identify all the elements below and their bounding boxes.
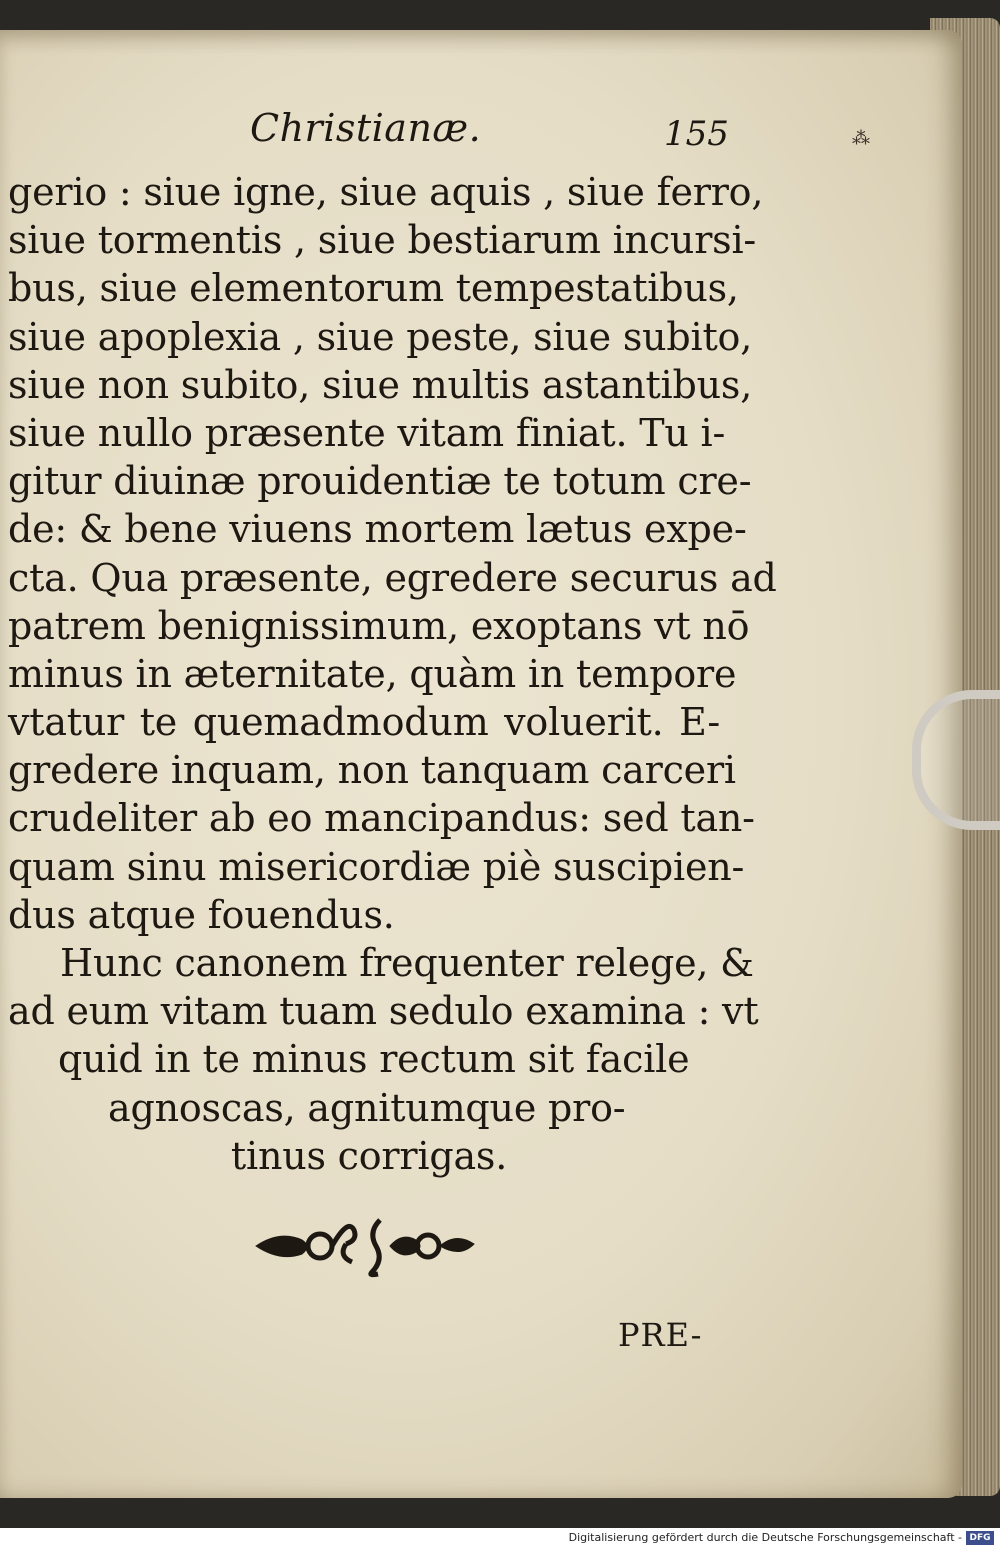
footer-bar <box>0 1528 1000 1549</box>
page-number: 155 <box>664 114 729 154</box>
text-line: ad eum vitam tuam sedulo examina : vt <box>8 989 759 1034</box>
text-line: dus atque fouendus. <box>8 892 395 937</box>
book-page <box>0 30 962 1498</box>
running-title: Christianæ. <box>250 106 482 150</box>
text-line: siue apoplexia , siue peste, siue subito, <box>8 314 753 359</box>
text-line: quid in te minus rectum sit facile <box>58 1037 690 1082</box>
ink-speck: ⁂ <box>852 128 870 149</box>
text-line: vtatur te quemadmodum voluerit. E- <box>8 700 720 745</box>
text-block <box>8 168 777 1180</box>
text-line: minus in æternitate, quàm in tempore <box>8 651 737 696</box>
text-line: cta. Qua præsente, egredere securus ad <box>8 555 777 600</box>
text-line: patrem benignissimum, exoptans vt nō <box>8 603 750 648</box>
text-line: de: & bene viuens mortem lætus expe- <box>8 507 747 552</box>
text-line: siue tormentis , siue bestiarum incursi- <box>8 218 757 263</box>
text-line: agnoscas, agnitumque pro- <box>108 1085 626 1130</box>
text-line: tinus corrigas. <box>230 1133 508 1178</box>
funding-credit: Digitalisierung gefördert durch die Deutsche Forschungsgemeinschaft - <box>568 1531 962 1544</box>
text-line: crudeliter ab eo mancipandus: sed tan- <box>8 796 755 841</box>
text-line: siue non subito, siue multis astantibus, <box>8 362 753 407</box>
dfg-logo: DFG <box>966 1531 994 1545</box>
text-line: siue nullo præsente vitam finiat. Tu i- <box>8 410 726 455</box>
text-line: gitur diuinæ prouidentiæ te totum cre- <box>8 459 752 504</box>
text-line: Hunc canonem frequenter relege, & <box>60 941 754 985</box>
text-line: quam sinu misericordiæ piè suscipien- <box>8 844 745 889</box>
catchword: PRE- <box>618 1316 703 1354</box>
printers-ornament <box>250 1210 480 1282</box>
text-line: bus, siue elementorum tempestatibus, <box>8 266 739 311</box>
text-line: gerio : siue igne, siue aquis , siue ferro, <box>8 170 764 214</box>
text-line: gredere inquam, non tanquam carceri <box>8 748 736 793</box>
